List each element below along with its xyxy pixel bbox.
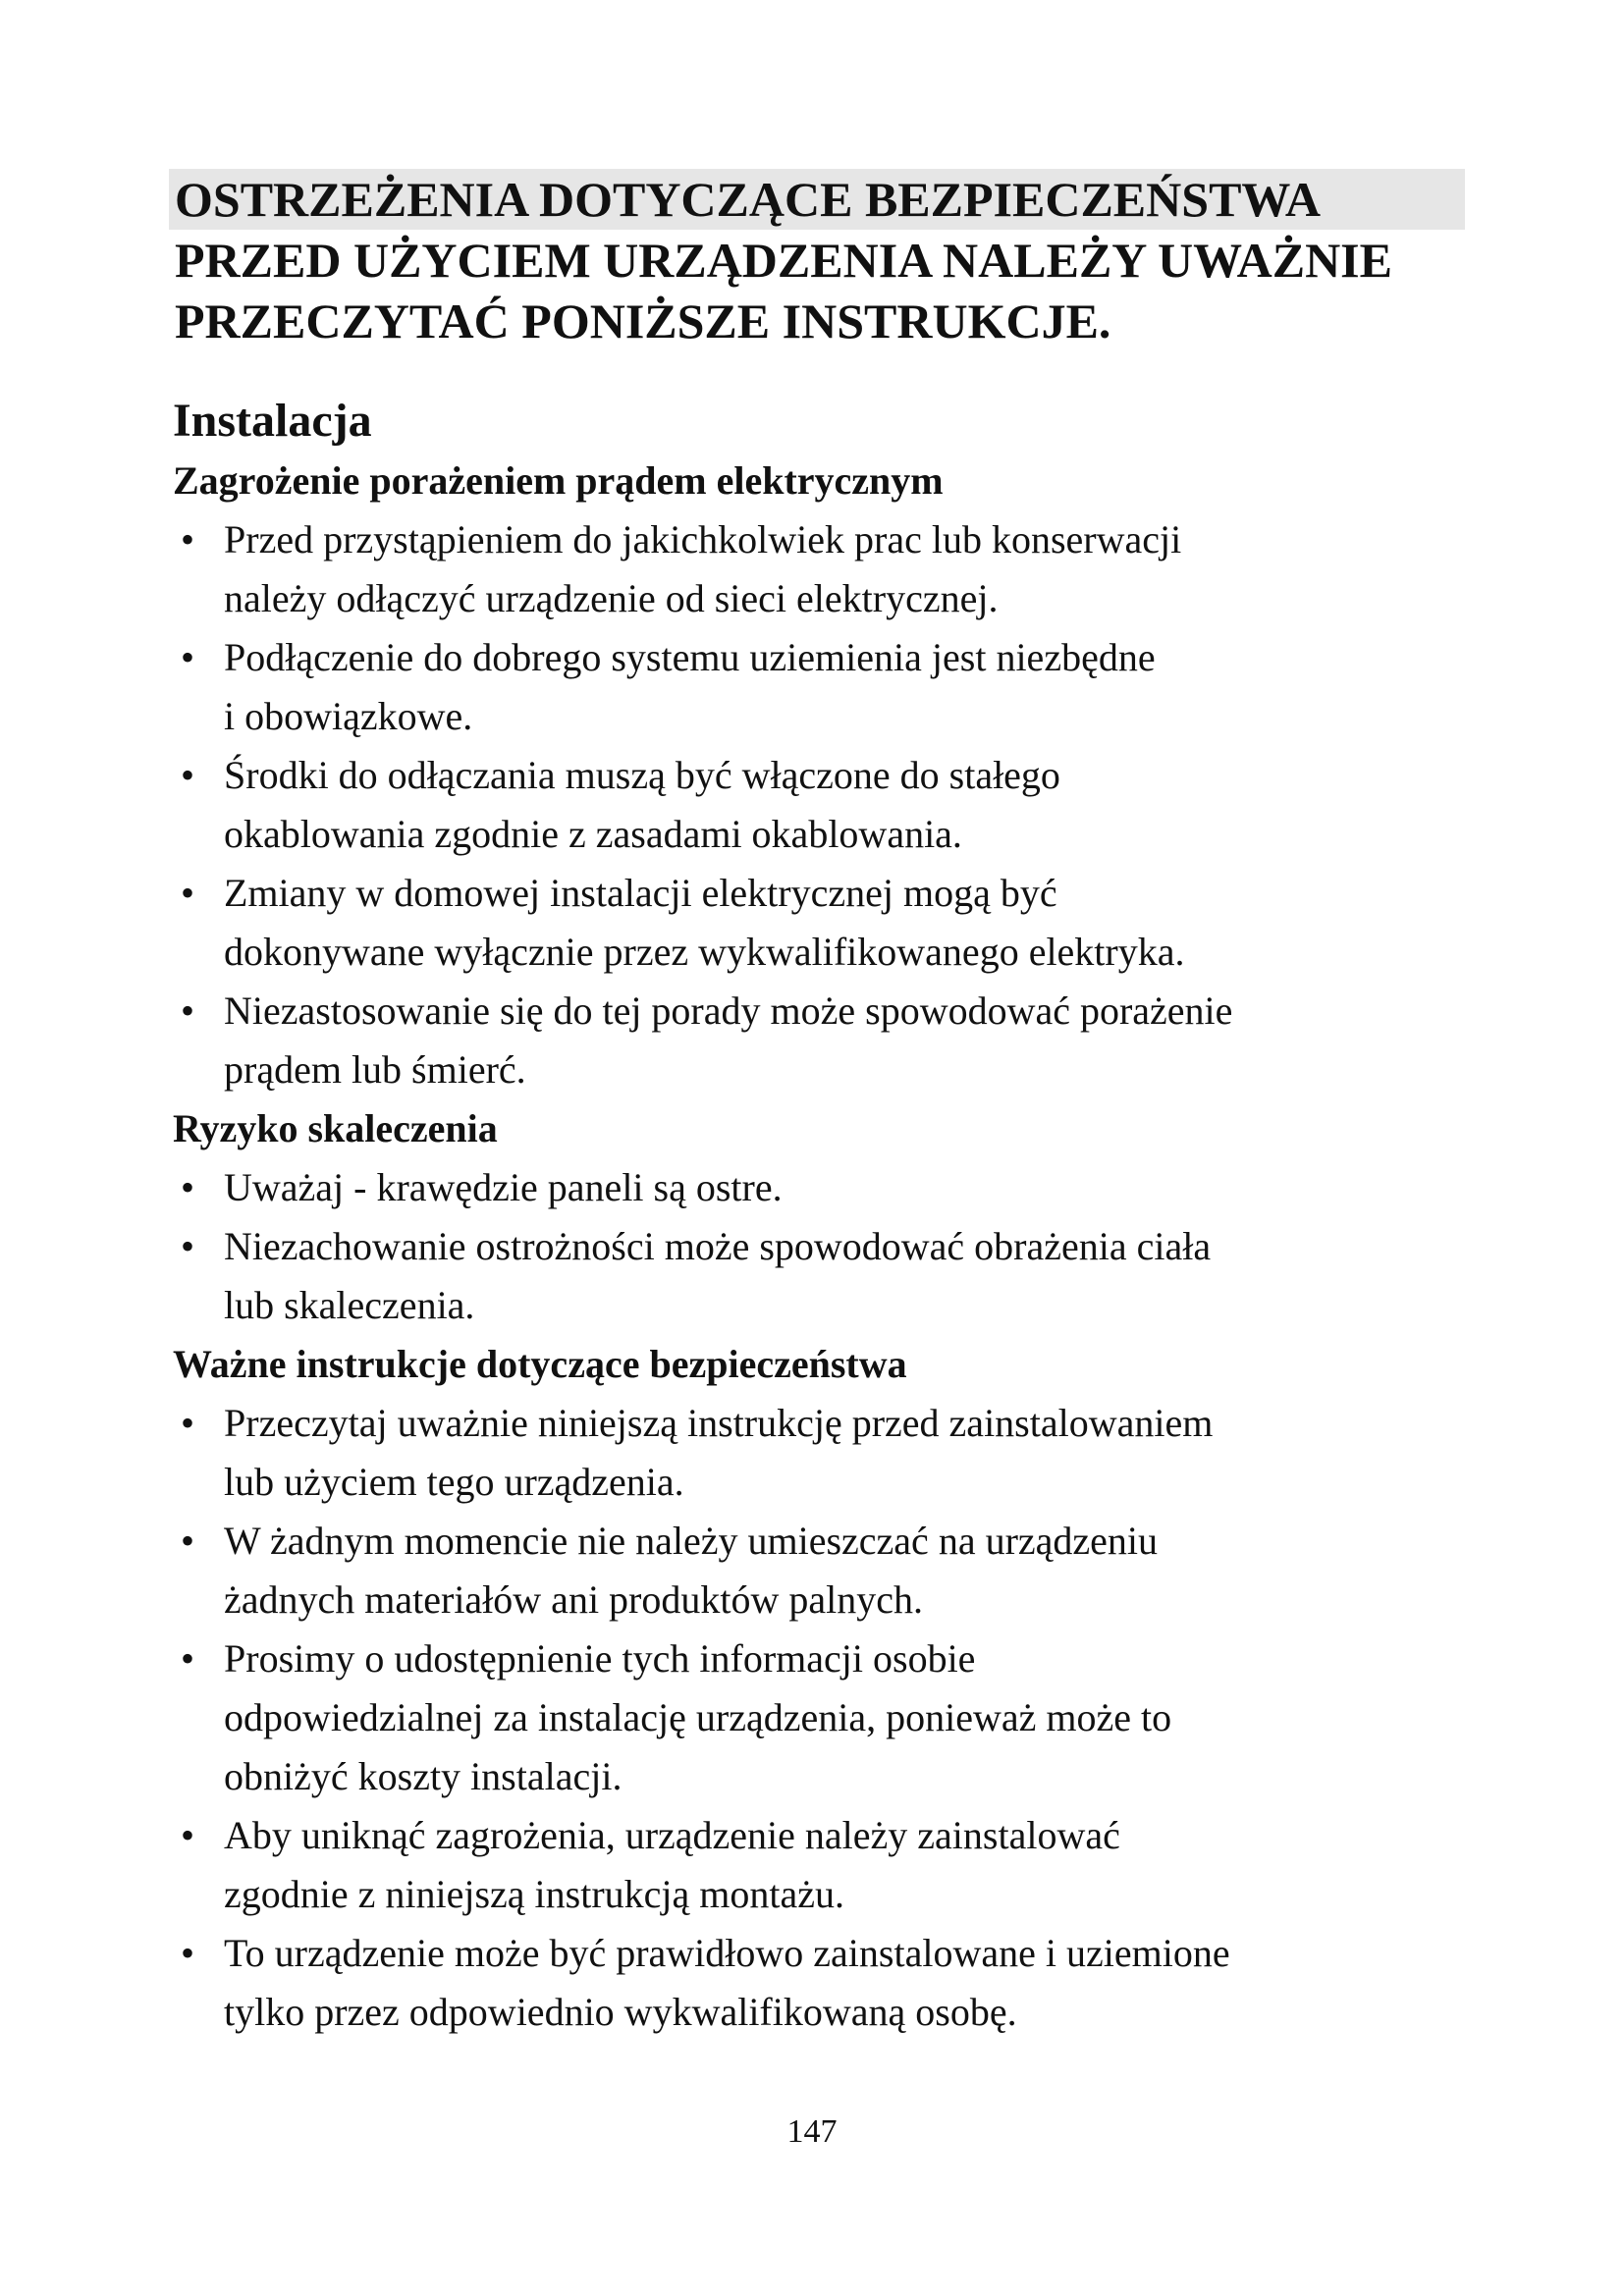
list-item	[173, 628, 1469, 746]
warning-line: PRZED UŻYCIEM URZĄDZENIA NALEŻY UWAŻNIE	[175, 233, 1392, 288]
bullet-list	[173, 1394, 1469, 2042]
list-item	[173, 1158, 1469, 1217]
bullet-icon: •	[180, 1519, 194, 1563]
warning-line: PRZECZYTAĆ PONIŻSZE INSTRUKCJE.	[175, 294, 1111, 348]
list-item-line: prądem lub śmierć.	[224, 1047, 526, 1092]
bullet-icon: •	[180, 753, 194, 797]
subsection-important-safety	[173, 1335, 1469, 2042]
list-item	[173, 1629, 1469, 1806]
list-item-line: należy odłączyć urządzenie od sieci elektrycznej.	[224, 576, 999, 620]
warning-title: OSTRZEŻENIA DOTYCZĄCE BEZPIECZEŃSTWA	[169, 169, 1465, 230]
list-item-line: Przeczytaj uważnie niniejszą instrukcję przed zainstalowaniem	[224, 1401, 1214, 1445]
list-item-line: zgodnie z niniejszą instrukcją montażu.	[224, 1872, 845, 1916]
bullet-icon: •	[180, 517, 194, 561]
subsection-title: Ryzyko skaleczenia	[173, 1106, 498, 1150]
bullet-icon: •	[180, 635, 194, 679]
list-item-line: i obowiązkowe.	[224, 694, 473, 738]
bullet-icon: •	[180, 1636, 194, 1681]
bullet-icon: •	[180, 1813, 194, 1857]
list-item	[173, 864, 1469, 982]
list-item	[173, 746, 1469, 864]
list-item	[173, 1806, 1469, 1924]
list-item-line: lub użyciem tego urządzenia.	[224, 1460, 684, 1504]
list-item-line: okablowania zgodnie z zasadami okablowania.	[224, 812, 962, 856]
list-item-line: Środki do odłączania muszą być włączone do stałego	[224, 753, 1060, 797]
list-item-line: Przed przystąpieniem do jakichkolwiek prac lub konserwacji	[224, 517, 1182, 561]
list-item-line: Podłączenie do dobrego systemu uziemienia jest niezbędne	[224, 635, 1156, 679]
list-item	[173, 1924, 1469, 2042]
list-item-line: tylko przez odpowiednio wykwalifikowaną osobę.	[224, 1990, 1017, 2034]
subsection-cut-risk	[173, 1099, 1469, 1335]
bullet-icon: •	[180, 1401, 194, 1445]
list-item-line: dokonywane wyłącznie przez wykwalifikowanego elektryka.	[224, 930, 1185, 974]
list-item	[173, 510, 1469, 628]
list-item-line: W żadnym momencie nie należy umieszczać na urządzeniu	[224, 1519, 1159, 1563]
bullet-list	[173, 1158, 1469, 1335]
subsection-title: Ważne instrukcje dotyczące bezpieczeństwa	[173, 1342, 907, 1386]
section-title-installation: Instalacja	[173, 395, 372, 447]
list-item-line: lub skaleczenia.	[224, 1283, 475, 1327]
list-item-line: To urządzenie może być prawidłowo zainstalowane i uziemione	[224, 1931, 1230, 1975]
list-item-line: obniżyć koszty instalacji.	[224, 1754, 623, 1798]
list-item-line: Prosimy o udostępnienie tych informacji osobie	[224, 1636, 976, 1681]
bullet-icon: •	[180, 988, 194, 1033]
list-item-line: odpowiedzialnej za instalację urządzenia, ponieważ może to	[224, 1695, 1172, 1739]
list-item	[173, 982, 1469, 1099]
bullet-icon: •	[180, 871, 194, 915]
bullet-icon: •	[180, 1224, 194, 1268]
document-body	[173, 391, 1469, 2042]
list-item	[173, 1217, 1469, 1335]
list-item	[173, 1394, 1469, 1512]
subsection-title: Zagrożenie porażeniem prądem elektrycznym	[173, 458, 944, 503]
subsection-electric-shock	[173, 452, 1469, 1099]
list-item-line: Uważaj - krawędzie paneli są ostre.	[224, 1165, 783, 1209]
list-item-line: Aby uniknąć zagrożenia, urządzenie należy zainstalować	[224, 1813, 1120, 1857]
list-item-line: żadnych materiałów ani produktów palnych.	[224, 1577, 923, 1622]
bullet-icon: •	[180, 1165, 194, 1209]
list-item	[173, 1512, 1469, 1629]
list-item-line: Zmiany w domowej instalacji elektrycznej mogą być	[224, 871, 1057, 915]
list-item-line: Niezastosowanie się do tej porady może spowodować porażenie	[224, 988, 1233, 1033]
list-item-line: Niezachowanie ostrożności może spowodować obrażenia ciała	[224, 1224, 1212, 1268]
safety-warning-heading	[169, 169, 1465, 351]
bullet-list	[173, 510, 1469, 1099]
bullet-icon: •	[180, 1931, 194, 1975]
page-number: 147	[786, 2113, 838, 2150]
